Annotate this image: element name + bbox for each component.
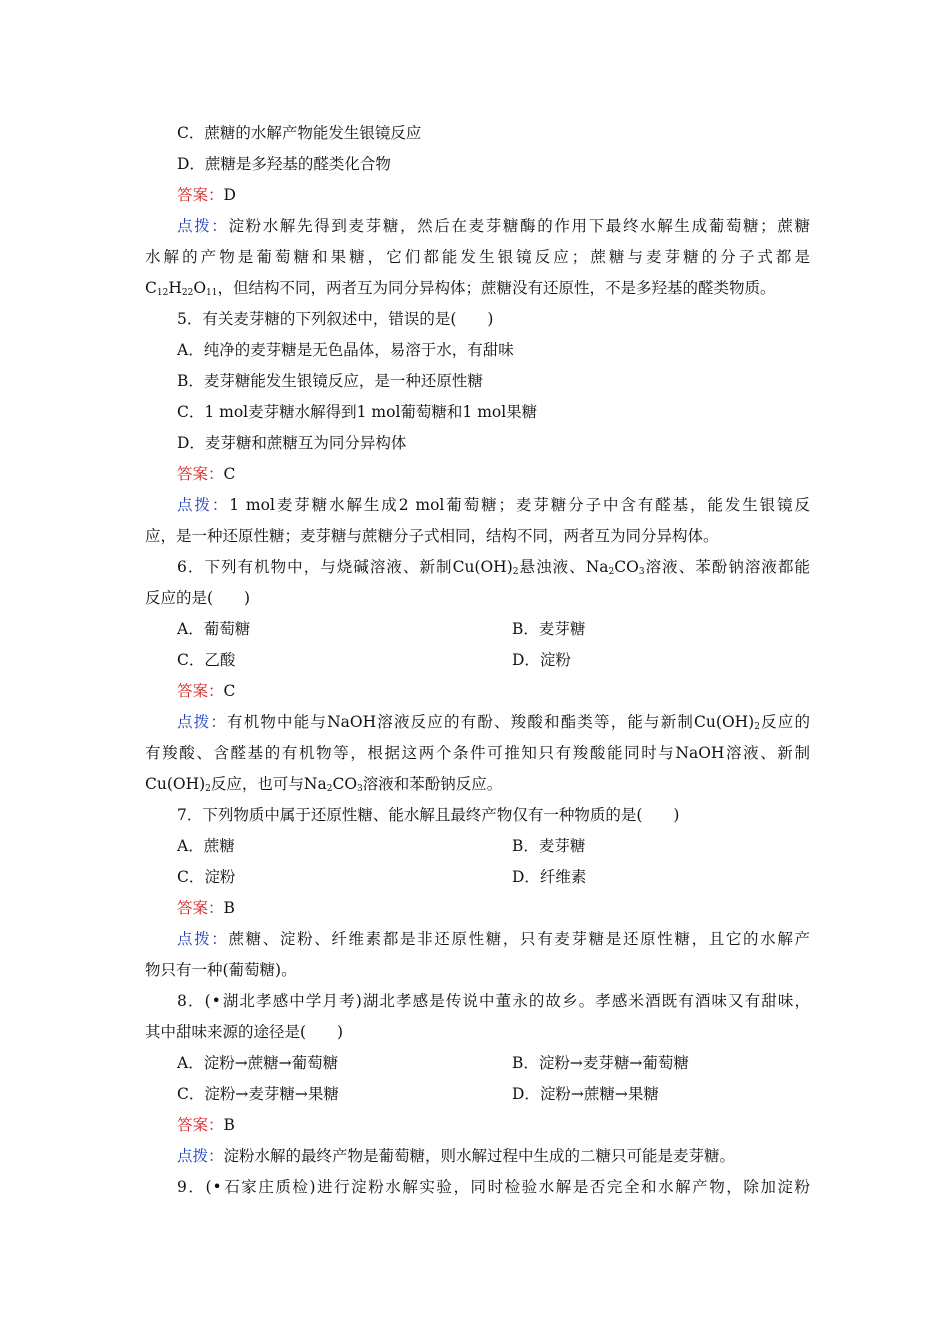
answer-value: C — [223, 682, 236, 700]
q6-option-b: B．麦芽糖 — [512, 620, 586, 638]
tip-label: 点拨： — [177, 496, 230, 514]
q7-option-a: A．蔗糖 — [177, 837, 235, 855]
q5-stem: 5．有关麦芽糖的下列叙述中，错误的是( ) — [177, 310, 494, 328]
q8-stem-line-1: 8．(•湖北孝感中学月考)湖北孝感是传说中董永的故乡。孝感米酒既有酒味又有甜味， — [177, 992, 810, 1010]
q7-tip-line-1: 点拨：蔗糖、淀粉、纤维素都是非还原性糖，只有麦芽糖是还原性糖，且它的水解产 — [177, 930, 810, 948]
q6-tip-line-1: 点拨：有机物中能与NaOH溶液反应的有酚、羧酸和酯类等，能与新制$Cu(OH)_2$反应的 — [177, 713, 810, 732]
answer-label: 答案： — [177, 186, 224, 204]
q4-option-d: D．蔗糖是多羟基的醛类化合物 — [177, 155, 391, 173]
answer-value: C — [223, 465, 236, 483]
q7-answer — [145, 893, 810, 924]
q6-stem-line-2: 反应的是( ) — [145, 589, 251, 607]
answer-value: B — [223, 1116, 235, 1134]
q8-stem-line-2: 其中甜味来源的途径是( ) — [145, 1023, 344, 1041]
q5-option-d: D．麦芽糖和蔗糖互为同分异构体 — [177, 434, 407, 452]
q8-tip-line-1: 点拨：淀粉水解的最终产物是葡萄糖，则水解过程中生成的二糖只可能是麦芽糖。 — [177, 1147, 736, 1165]
q4-tip-line-1: 点拨：淀粉水解先得到麦芽糖，然后在麦芽糖酶的作用下最终水解生成葡萄糖；蔗糖 — [177, 217, 810, 235]
q6-option-d: D．淀粉 — [512, 651, 571, 669]
answer-label: 答案： — [177, 682, 224, 700]
q6-stem-line-1: 6．下列有机物中，与烧碱溶液、新制$Cu(OH)_2$悬浊液、$Na_2CO_3$溶液、苯酚钠溶液都能 — [177, 558, 810, 577]
q6-tip-line-2: 有羧酸、含醛基的有机物等，根据这两个条件可推知只有羧酸能同时与NaOH溶液、新制 — [145, 744, 810, 762]
q8-options-row-2 — [145, 1079, 810, 1110]
q8-option-b: B．淀粉→麦芽糖→葡萄糖 — [512, 1054, 689, 1072]
q4-option-c: C．蔗糖的水解产物能发生银镜反应 — [177, 124, 422, 142]
q6-options-row-2 — [145, 645, 810, 676]
answer-value: B — [223, 899, 235, 917]
q4-answer — [145, 180, 810, 211]
q7-options-row-1 — [145, 831, 810, 862]
q8-option-a: A．淀粉→蔗糖→葡萄糖 — [177, 1054, 339, 1072]
q5-tip-line-2: 应，是一种还原性糖；麦芽糖与蔗糖分子式相同，结构不同，两者互为同分异构体。 — [145, 527, 719, 545]
q5-option-a: A．纯净的麦芽糖是无色晶体，易溶于水，有甜味 — [177, 341, 514, 359]
tip-label: 点拨： — [177, 1147, 224, 1165]
q6-answer — [145, 676, 810, 707]
answer-label: 答案： — [177, 899, 224, 917]
tip-label: 点拨： — [177, 930, 229, 948]
q7-stem: 7．下列物质中属于还原性糖、能水解且最终产物仅有一种物质的是( ) — [177, 806, 680, 824]
q6-options-row-1 — [145, 614, 810, 645]
q5-option-b: B．麦芽糖能发生银镜反应，是一种还原性糖 — [177, 372, 483, 390]
q6-tip-line-3: $Cu(OH)_2$反应，也可与$Na_2CO_3$溶液和苯酚钠反应。 — [145, 775, 503, 794]
q5-option-c: C．1 mol麦芽糖水解得到1 mol葡萄糖和1 mol果糖 — [177, 403, 538, 421]
answer-value: D — [223, 186, 236, 204]
answer-label: 答案： — [177, 1116, 224, 1134]
q7-option-c: C．淀粉 — [177, 868, 236, 886]
q8-option-c: C．淀粉→麦芽糖→果糖 — [177, 1085, 339, 1103]
q7-options-row-2 — [145, 862, 810, 893]
q7-tip-line-2: 物只有一种(葡萄糖)。 — [145, 961, 297, 979]
q8-option-d: D．淀粉→蔗糖→果糖 — [512, 1085, 659, 1103]
q6-option-a: A．葡萄糖 — [177, 620, 251, 638]
q4-tip-line-2: 水解的产物是葡萄糖和果糖，它们都能发生银镜反应；蔗糖与麦芽糖的分子式都是 — [145, 248, 810, 266]
tip-label: 点拨： — [177, 713, 228, 731]
q9-stem-line-1: 9．(•石家庄质检)进行淀粉水解实验，同时检验水解是否完全和水解产物，除加淀粉 — [177, 1178, 810, 1196]
document-page — [145, 118, 810, 1203]
tip-label: 点拨： — [177, 217, 229, 235]
q7-option-b: B．麦芽糖 — [512, 837, 586, 855]
answer-label: 答案： — [177, 465, 224, 483]
q7-option-d: D．纤维素 — [512, 868, 587, 886]
q5-answer — [145, 459, 810, 490]
q6-option-c: C．乙酸 — [177, 651, 236, 669]
q8-options-row-1 — [145, 1048, 810, 1079]
q5-tip-line-1: 点拨：1 mol麦芽糖水解生成2 mol葡萄糖；麦芽糖分子中含有醛基，能发生银镜反 — [177, 496, 810, 514]
q8-answer — [145, 1110, 810, 1141]
q4-tip-line-3: $C_{12}H_{22}O_{11}$，但结构不同，两者互为同分异构体；蔗糖没有还原性，不是多羟基的醛类物质。 — [145, 279, 776, 298]
